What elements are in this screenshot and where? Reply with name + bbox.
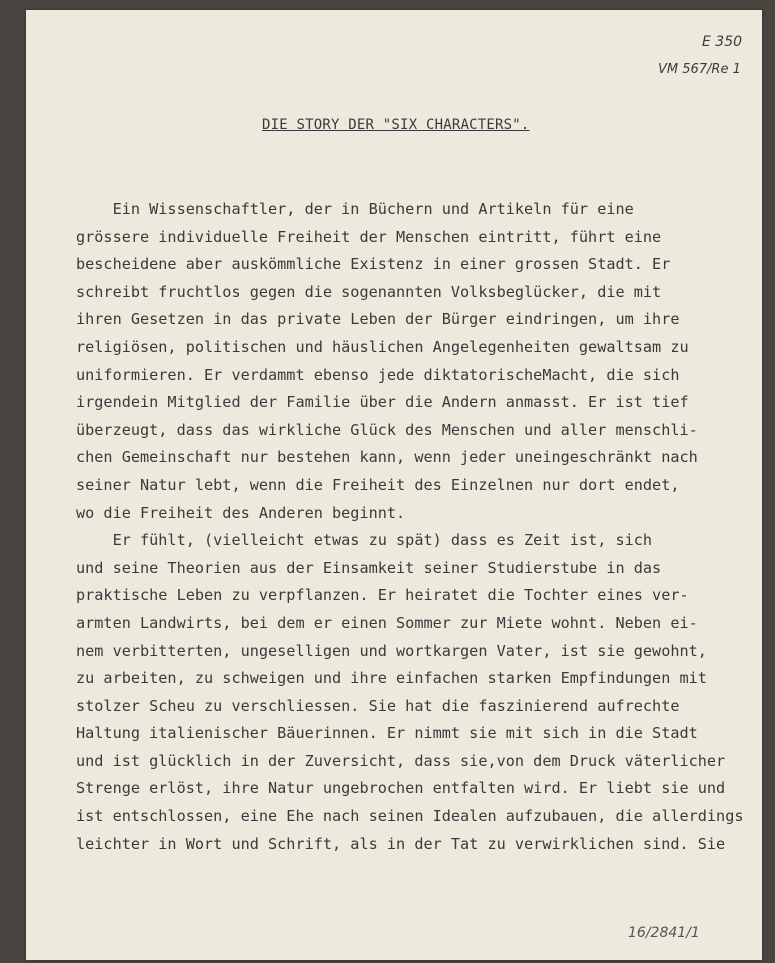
text-line: religiösen, politischen und häuslichen Angelegenheiten gewaltsam zu [76,337,689,356]
text-line: überzeugt, dass das wirkliche Glück des Menschen und aller menschli- [76,420,698,439]
text-line: irgendein Mitglied der Familie über die Andern anmasst. Er ist tief [76,393,689,412]
page-number-annotation: 16/2841/1 [628,925,700,941]
text-line: schreibt fruchtlos gegen die sogenannten Volksbeglücker, die mit [76,282,662,301]
text-line: armten Landwirts, bei dem er einen Sommer zur Miete wohnt. Neben ei- [76,613,698,632]
text-line: und seine Theorien aus der Einsamkeit seiner Studierstube in das [76,558,662,577]
text-line: nem verbitterten, ungeselligen und wortkargen Vater, ist sie gewohnt, [76,641,707,660]
text-line: bescheidene aber auskömmliche Existenz in einer grossen Stadt. Er [76,255,671,274]
text-line: Haltung italienischer Bäuerinnen. Er nimmt sie mit sich in die Stadt [76,724,698,743]
text-line: praktische Leben zu verpflanzen. Er heiratet die Tochter eines ver- [76,586,689,605]
text-line: ist entschlossen, eine Ehe nach seinen Idealen aufzubauen, die allerdings [76,807,744,826]
text-line: Strenge erlöst, ihre Natur ungebrochen entfalten wird. Er liebt sie und [76,779,726,798]
text-line: Er fühlt, (vielleicht etwas zu spät) dass es Zeit ist, sich [76,531,653,550]
text-line: stolzer Scheu zu verschliessen. Sie hat die faszinierend aufrechte [76,696,680,715]
document-body [76,196,756,858]
text-line: seiner Natur lebt, wenn die Freiheit des Einzelnen nur dort endet, [76,475,680,494]
text-line: uniformieren. Er verdammt ebenso jede diktatorischeMacht, die sich [76,365,680,384]
document-title: DIE STORY DER "SIX CHARACTERS". [262,117,530,133]
reference-annotation: VM 567/Re 1 [658,62,741,77]
text-line: leichter in Wort und Schrift, als in der Tat zu verwirklichen sind. Sie [76,834,726,853]
archive-number-annotation: E 350 [702,34,743,50]
text-line: und ist glücklich in der Zuversicht, dass sie,von dem Druck väterlicher [76,751,726,770]
text-line: grössere individuelle Freiheit der Menschen eintritt, führt eine [76,227,662,246]
text-line: chen Gemeinschaft nur bestehen kann, wenn jeder uneingeschränkt nach [76,448,698,467]
text-line: ihren Gesetzen in das private Leben der Bürger eindringen, um ihre [76,310,680,329]
text-line: zu arbeiten, zu schweigen und ihre einfachen starken Empfindungen mit [76,669,707,688]
text-line: Ein Wissenschaftler, der in Büchern und Artikeln für eine [76,200,634,218]
document-page [26,10,762,960]
text-line: wo die Freiheit des Anderen beginnt. [76,503,406,522]
